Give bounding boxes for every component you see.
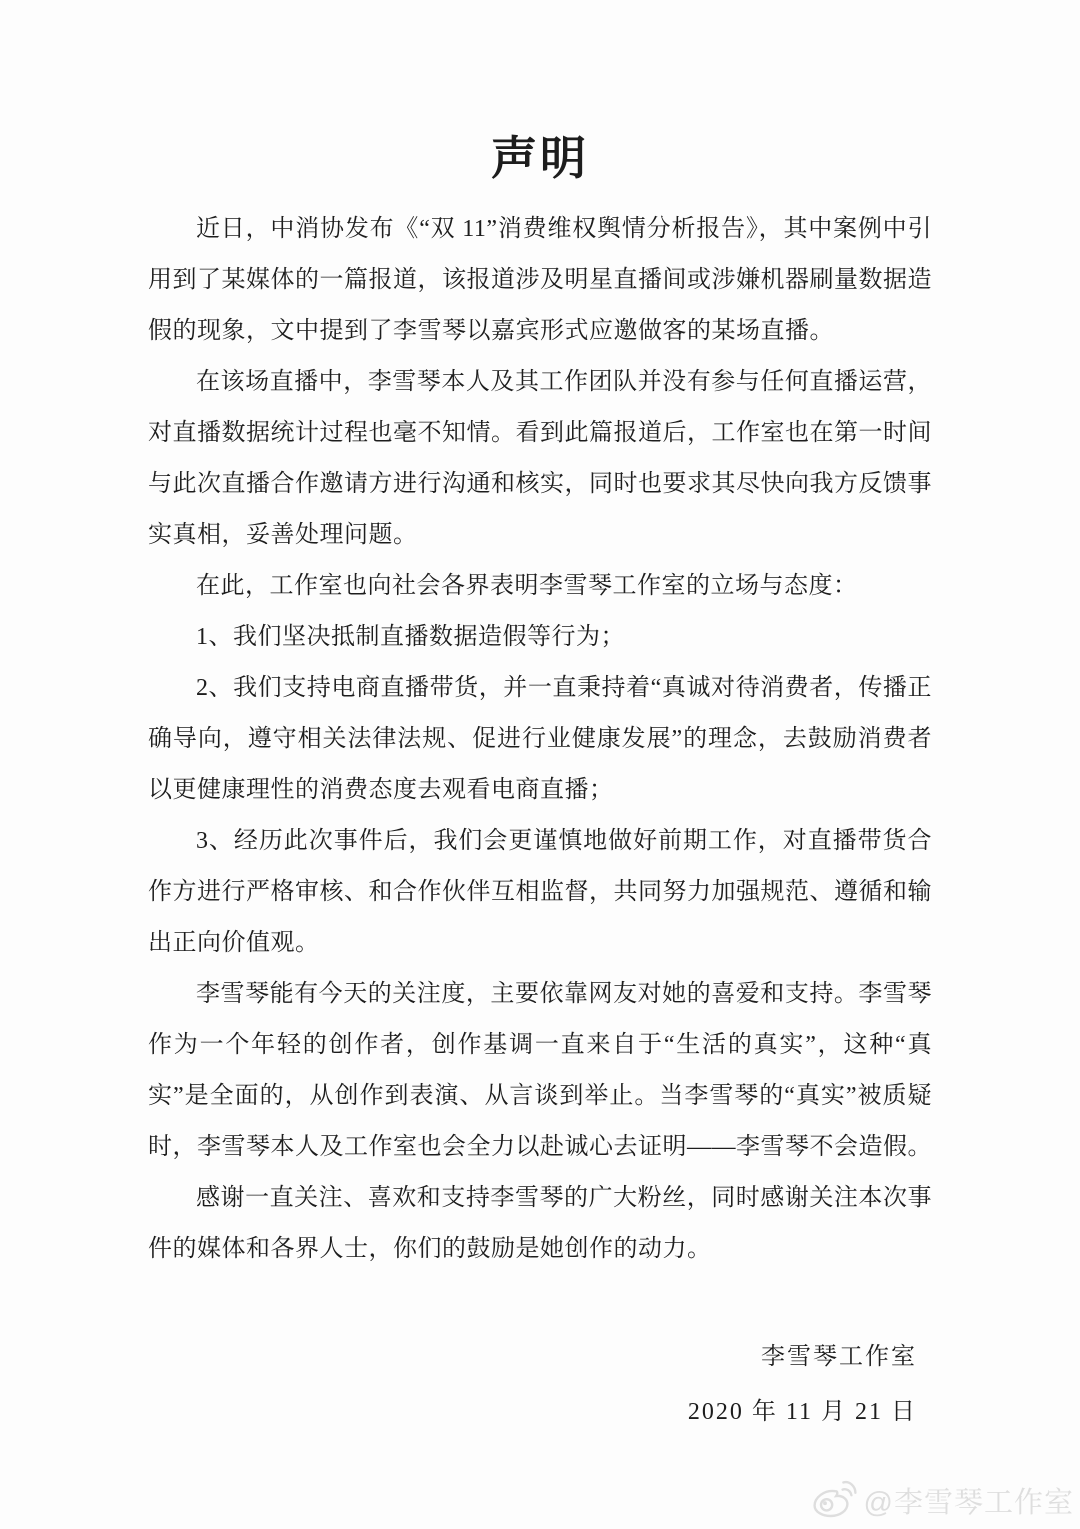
weibo-icon: [809, 1479, 857, 1521]
document-title: 声明: [491, 133, 589, 184]
watermark-handle: @李雪琴工作室: [863, 1486, 1074, 1519]
paragraph-intro: 近日，中消协发布《“双 11”消费维权舆情分析报告》，其中案例中引用到了某媒体的一篇报道，该报道涉及明星直播间或涉嫌机器刷量数据造假的现象，文中提到了李雪琴以嘉宾形式应邀做客的某场直播。: [148, 216, 932, 344]
weibo-watermark: [809, 1479, 1074, 1521]
paragraph-clarification: 在该场直播中，李雪琴本人及其工作团队并没有参与任何直播运营，对直播数据统计过程也毫不知情。看到此篇报道后，工作室也在第一时间与此次直播合作邀请方进行沟通和核实，同时也要求其尽快向我方反馈事实真相，妥善处理问题。: [148, 369, 932, 548]
paragraph-authenticity: 李雪琴能有今天的关注度，主要依靠网友对她的喜爱和支持。李雪琴作为一个年轻的创作者，创作基调一直来自于“生活的真实”，这种“真实”是全面的，从创作到表演、从言谈到举止。当李雪琴的“真实”被质疑时，李雪琴本人及工作室也会全力以赴诚心去证明——李雪琴不会造假。: [148, 981, 932, 1160]
paragraph-stance-lead: 在此，工作室也向社会各界表明李雪琴工作室的立场与态度：: [196, 573, 858, 599]
paragraph-point-1: 1、我们坚决抵制直播数据造假等行为；: [196, 624, 625, 650]
signature-block: [0, 1330, 917, 1440]
paragraph-point-3: 3、经历此次事件后，我们会更谨慎地做好前期工作，对直播带货合作方进行严格审核、和合作伙伴互相监督，共同努力加强规范、遵循和输出正向价值观。: [148, 828, 932, 956]
paragraph-point-2: 2、我们支持电商直播带货，并一直秉持着“真诚对待消费者，传播正确导向，遵守相关法律法规、促进行业健康发展”的理念，去鼓励消费者以更健康理性的消费态度去观看电商直播；: [148, 675, 932, 803]
document-body: [148, 204, 932, 1275]
paragraph-thanks: 感谢一直关注、喜欢和支持李雪琴的广大粉丝，同时感谢关注本次事件的媒体和各界人士，你们的鼓励是她创作的动力。: [148, 1185, 932, 1262]
signature-date: 2020 年 11 月 21 日: [687, 1399, 917, 1425]
signature-name: 李雪琴工作室: [761, 1344, 917, 1370]
